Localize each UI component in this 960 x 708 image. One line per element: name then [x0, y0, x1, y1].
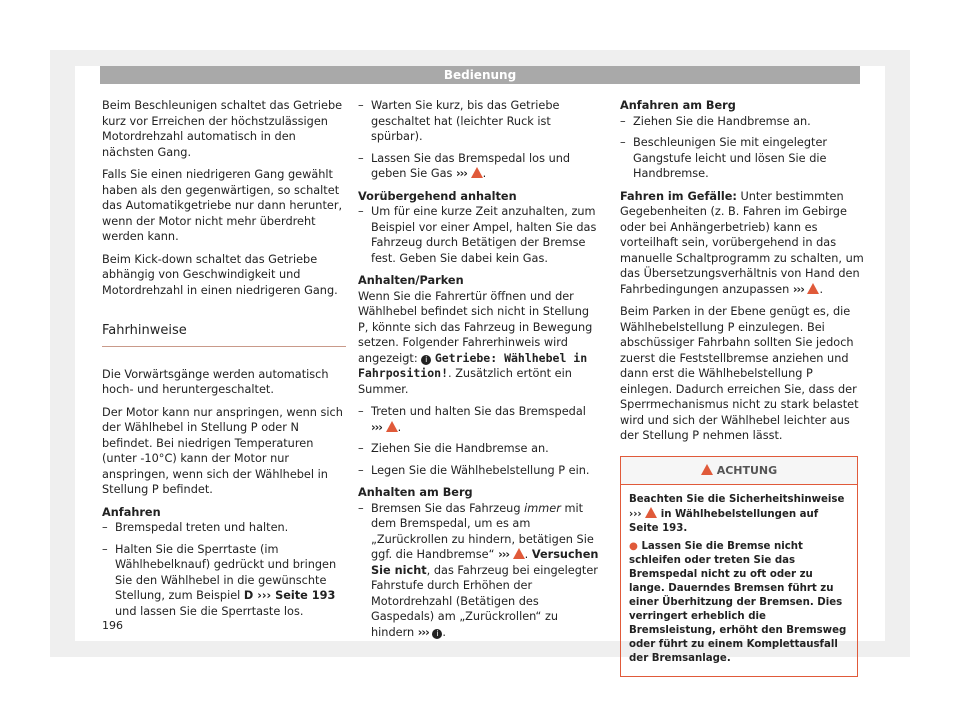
warning-box-header: [621, 457, 857, 486]
warning-icon[interactable]: [513, 548, 525, 559]
warning-intro: [629, 493, 849, 536]
info-icon[interactable]: i: [432, 629, 442, 639]
heading-anfahren: Anfahren: [102, 505, 161, 519]
column-3: [620, 98, 864, 677]
reference-chevrons[interactable]: ›››: [498, 548, 510, 561]
list-item: – Lassen Sie das Bremspedal los und geben Sie Gas ››› .: [358, 151, 602, 182]
anfahren-list: [102, 520, 346, 619]
section-header: Bedienung: [100, 66, 860, 84]
heading-anfahren-berg: Anfahren am Berg: [620, 99, 736, 112]
berg-list: [358, 501, 602, 641]
list-item-text: und lassen Sie die Sperrtaste los.: [115, 604, 304, 618]
list-item: – Ziehen Sie die Handbremse an.: [620, 114, 864, 130]
list-item-text: , das Fahrzeug bei eingelegter Fahrstufe durch Erhöhen der Motordrehzahl (Betätigen des Gaspedals) am „Zurückrollen“ zu hindern: [371, 563, 598, 639]
page-reference-link[interactable]: D ››› Seite 193: [243, 589, 336, 602]
reference-chevrons[interactable]: ›››: [371, 420, 382, 434]
reference-chevrons[interactable]: ›››: [417, 625, 429, 639]
paragraph: Der Motor kann nur anspringen, wenn sich der Wählhebel in Stellung P oder N befindet. Bei niedrigen Temperaturen (unter -10°C) kann der Motor nur anspringen, wenn sich der Wählhebel in Stellung P befindet.: [102, 405, 343, 496]
paragraph: Die Vorwärtsgänge werden automatisch hoch- und heruntergeschaltet.: [102, 367, 329, 396]
paragraph: [358, 289, 602, 398]
column-1: [102, 98, 346, 626]
warning-icon[interactable]: [471, 167, 483, 178]
list-item: – Legen Sie die Wählhebelstellung P ein.: [358, 463, 602, 479]
heading-berg: Anhalten am Berg: [358, 486, 473, 499]
warning-text: Beachten Sie die Sicherheitshinweise ›››: [629, 494, 845, 520]
warning-icon[interactable]: [645, 507, 657, 518]
list-item-text: Bremsen Sie das Fahrzeug: [371, 501, 525, 515]
list-item-text: Lassen Sie das Bremspedal los und geben Sie Gas: [371, 151, 571, 180]
info-icon: i: [421, 355, 431, 365]
section-title-fahrhinweise: Fahrhinweise: [102, 319, 346, 347]
list-item-text: mit dem Bremspedal, um es am „Zurückrollen zu hindern, betätigen Sie ggf. die Handbremse“: [371, 501, 594, 561]
voruebergehend-list: [358, 204, 602, 266]
heading-voruebergehend: Vorübergehend anhalten: [358, 189, 517, 203]
list-item-text: Halten Sie die Sperrtaste (im Wählhebelknauf) gedrückt und bringen Sie den Wählhebel in die gewünschte Stellung, zum Beispiel: [115, 542, 337, 602]
list-item: – Treten und halten Sie das Bremspedal ››› .: [358, 404, 602, 435]
list-item: – Ziehen Sie die Handbremse an.: [358, 441, 602, 457]
heading-parken: Anhalten/Parken: [358, 274, 464, 287]
column-2: [358, 98, 602, 647]
paragraph: Fahren im Gefälle: Unter bestimmten Gegebenheiten (z. B. Fahren im Gebirge oder bei Anhängerbetrieb) kann es vorteilhaft sein, vorübergehend in das manuelle Schaltprogramm zu schalten, um das Übersetzungsverhältnis von Hand den Fahrbedingungen anzupassen ››› .: [620, 189, 864, 296]
reference-chevrons[interactable]: ›››: [456, 167, 467, 180]
paragraph: Falls Sie einen niedrigeren Gang gewählt haben als den gegenwärtigen, so schaltet das Automatikgetriebe nur dann herunter, wenn der Motor nicht mehr überdreht werden kann.: [102, 168, 343, 243]
list-item: – Warten Sie kurz, bis das Getriebe geschaltet hat (leichter Ruck ist spürbar).: [358, 98, 602, 145]
label-gefaelle: Fahren im Gefälle:: [620, 189, 737, 203]
paragraph: Beim Kick-down schaltet das Getriebe abhängig von Geschwindigkeit und Motordrehzahl in einen niedrigeren Gang.: [102, 252, 338, 297]
parken-list: [358, 404, 602, 478]
anfahren-berg-list: [620, 114, 864, 182]
emphasis-bold: Versuchen Sie nicht: [371, 548, 599, 577]
warning-bullet-text: Lassen Sie die Bremse nicht schleifen oder treten Sie das Bremspedal nicht zu oft oder zu lange. Dauerndes Bremsen führt zu einer Überhitzung der Bremsen. Dies verringert erheblich die Bremsleistung, erhöht den Bremsweg oder führt zu einem Komplettausfall der Bremsanlage.: [629, 541, 847, 664]
warning-icon[interactable]: [386, 421, 398, 432]
page-number: 196: [102, 619, 123, 632]
list-item: – Um für eine kurze Zeit anzuhalten, zum Beispiel vor einer Ampel, halten Sie das Fahrzeug durch Betätigen der Bremse fest. Geben Sie dabei kein Gas.: [358, 204, 602, 266]
list-item: [102, 542, 346, 620]
list-item: – Beschleunigen Sie mit eingelegter Gangstufe leicht und lösen Sie die Handbremse.: [620, 135, 864, 182]
warning-icon: [701, 464, 713, 475]
paragraph: Beim Beschleunigen schaltet das Getriebe kurz vor Erreichen der höchstzulässigen Motordrehzahl automatisch in den nächsten Gang.: [102, 99, 343, 159]
warning-box-title: ACHTUNG: [716, 463, 778, 477]
display-message: Getriebe: Wählhebel in Fahrposition!: [358, 350, 588, 380]
list-item: – Bremspedal treten und halten.: [102, 520, 346, 536]
bullet-icon: ●: [629, 541, 638, 552]
list-item-text: Treten und halten Sie das Bremspedal: [371, 405, 586, 418]
paragraph-text: Unter bestimmten Gegebenheiten (z. B. Fahren im Gebirge oder bei Anhängerbetrieb) kann es vorteilhaft sein, vorübergehend in das manuelle Schaltprogramm zu schalten, um das Übersetzungsverhältnis von Hand den Fahrbedingungen anzupassen: [620, 189, 864, 296]
emphasis: immer: [524, 501, 561, 515]
steps-list: [358, 98, 602, 182]
paragraph-text: Wenn Sie die Fahrertür öffnen und der Wählhebel befindet sich nicht in Stellung P, könnte sich das Fahrzeug in Bewegung setzen. Folgender Fahrerhinweis wird angezeigt:: [358, 289, 593, 365]
warning-bullet: [629, 540, 849, 666]
warning-text: in Wählhebelstellungen auf Seite 193.: [629, 509, 819, 534]
warning-box-body: [621, 485, 857, 676]
paragraph-text: . Zusätzlich ertönt ein Summer.: [358, 367, 572, 396]
list-item: – Bremsen Sie das Fahrzeug immer mit dem Bremspedal, um es am „Zurückrollen zu hindern, betätigen Sie ggf. die Handbremse“ ››› . Versuchen Sie nicht, das Fahrzeug bei eingelegter Fahrstufe durch Erhöhen der Motordrehzahl (Betätigen des Gaspedals) am „Zurückrollen“ zu hindern ››› i .: [358, 501, 602, 641]
warning-icon[interactable]: [807, 283, 819, 294]
paragraph: Beim Parken in der Ebene genügt es, die Wählhebelstellung P einzulegen. Bei abschüssiger Fahrbahn sollten Sie jedoch zuerst die Feststellbremse anziehen und dann erst die Wählhebelstellung P einlegen. Dadurch erreichen Sie, dass der Sperrmechanismus nicht zu stark belastet wird und sich der Wählhebel leichter aus der Stellung P nehmen lässt.: [620, 305, 859, 442]
warning-box: [620, 456, 858, 678]
reference-chevrons[interactable]: ›››: [792, 282, 804, 296]
